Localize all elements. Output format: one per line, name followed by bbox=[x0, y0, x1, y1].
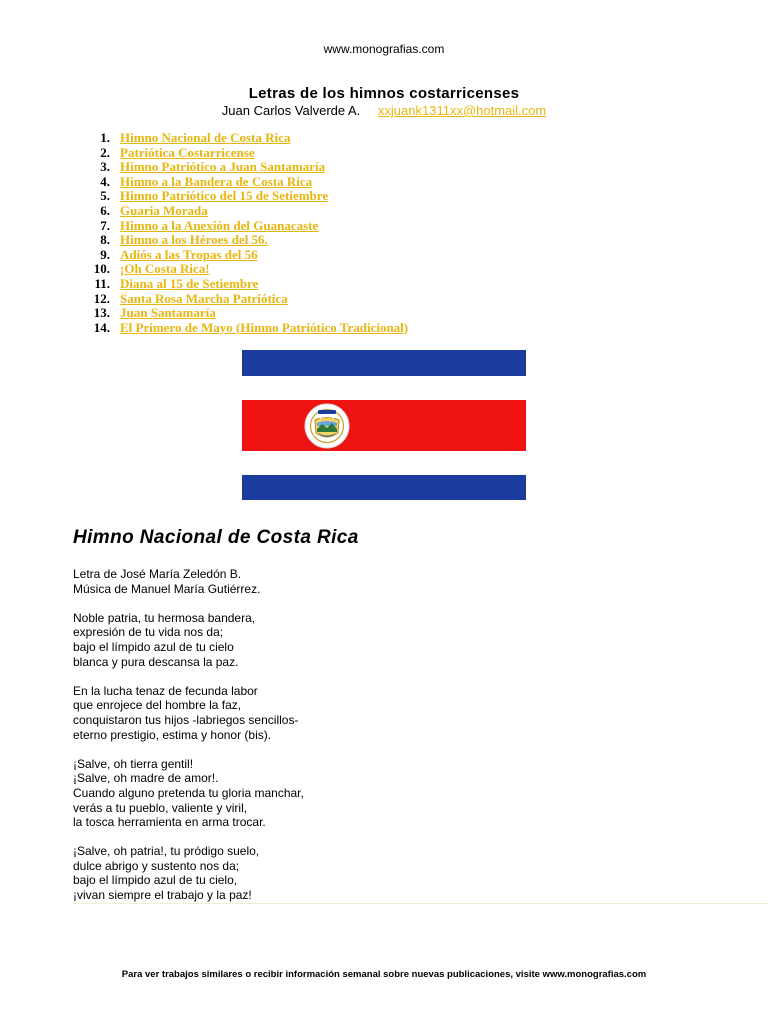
verse-line: que enrojece del hombre la faz, bbox=[73, 698, 242, 713]
author-email-link[interactable]: xxjuank1311xx@hotmail.com bbox=[377, 103, 547, 118]
costa-rica-flag bbox=[242, 350, 526, 501]
toc-number: 13. bbox=[93, 305, 110, 321]
music-credit: Música de Manuel María Gutiérrez. bbox=[73, 581, 261, 596]
toc-item bbox=[0, 248, 768, 263]
toc-link[interactable]: Juan Santamaría bbox=[120, 305, 216, 321]
toc-item bbox=[0, 292, 768, 307]
stanza bbox=[73, 611, 693, 669]
hymn-lyrics bbox=[73, 567, 693, 917]
toc-link[interactable]: Diana al 15 de Setiembre bbox=[120, 275, 259, 291]
toc-item bbox=[0, 146, 768, 161]
toc-link[interactable]: Himno Nacional de Costa Rica bbox=[120, 130, 291, 145]
verse-line: ¡Salve, oh tierra gentil! bbox=[73, 756, 194, 771]
verse-line: ¡Salve, oh madre de amor!. bbox=[73, 771, 219, 786]
stanza bbox=[73, 684, 693, 742]
toc-item bbox=[0, 160, 768, 175]
toc-link[interactable]: Himno Patriótico a Juan Santamaría bbox=[120, 159, 326, 175]
table-of-contents bbox=[0, 131, 768, 335]
document-title: Letras de los himnos costarricenses bbox=[248, 85, 520, 102]
credits bbox=[73, 567, 693, 596]
toc-item bbox=[0, 262, 768, 277]
toc-item bbox=[0, 277, 768, 292]
toc-item bbox=[0, 306, 768, 321]
toc-number: 2. bbox=[100, 144, 110, 160]
verse-line: verás a tu pueblo, valiente y viril, bbox=[73, 800, 248, 815]
toc-number: 10. bbox=[93, 261, 110, 277]
toc-item bbox=[0, 204, 768, 219]
toc-item bbox=[0, 175, 768, 190]
toc-item bbox=[0, 131, 768, 146]
toc-number: 11. bbox=[94, 275, 110, 291]
toc-number: 14. bbox=[93, 319, 110, 335]
toc-number: 3. bbox=[100, 159, 110, 175]
verse-line: Cuando alguno pretenda tu gloria manchar, bbox=[73, 785, 304, 800]
verse-line: bajo el límpido azul de tu cielo bbox=[73, 639, 234, 654]
toc-link[interactable]: El Primero de Mayo (Himno Patriótico Tradicional) bbox=[120, 319, 409, 335]
verse-line: bajo el límpido azul de tu cielo, bbox=[73, 873, 238, 888]
toc-number: 1. bbox=[100, 130, 110, 145]
author-line bbox=[0, 103, 768, 118]
toc-number: 6. bbox=[100, 202, 110, 218]
toc-item bbox=[0, 321, 768, 336]
toc-number: 8. bbox=[100, 232, 110, 248]
toc-number: 5. bbox=[100, 188, 110, 204]
page-header-site: www.monografias.com bbox=[323, 42, 445, 56]
toc-item bbox=[0, 233, 768, 248]
toc-item bbox=[0, 219, 768, 234]
toc-link[interactable]: ¡Oh Costa Rica! bbox=[120, 261, 210, 277]
verse-line: Noble patria, tu hermosa bandera, bbox=[73, 610, 256, 625]
toc-link[interactable]: Himno a los Héroes del 56. bbox=[120, 232, 268, 248]
page-footer: Para ver trabajos similares o recibir información semanal sobre nuevas publicaciones, visite www.monografias.com bbox=[121, 969, 647, 980]
verse-line: blanca y pura descansa la paz. bbox=[73, 654, 239, 669]
flag-blue-stripe-bottom bbox=[242, 475, 526, 500]
verse-line: dulce abrigo y sustento nos da; bbox=[73, 858, 240, 873]
toc-item bbox=[0, 189, 768, 204]
toc-link[interactable]: Himno a la Anexión del Guanacaste bbox=[120, 217, 319, 233]
lyrics-credit: Letra de José María Zeledón B. bbox=[73, 567, 242, 581]
toc-link[interactable]: Himno a la Bandera de Costa Rica bbox=[120, 173, 313, 189]
verse-line: conquistaron tus hijos -labriegos sencillos- bbox=[73, 712, 299, 727]
coat-of-arms-icon bbox=[304, 403, 350, 449]
toc-number: 7. bbox=[100, 217, 110, 233]
verse-line: En la lucha tenaz de fecunda labor bbox=[73, 683, 258, 698]
verse-line: eterno prestigio, estima y honor (bis). bbox=[73, 727, 272, 742]
toc-number: 4. bbox=[100, 173, 110, 189]
toc-link[interactable]: Himno Patriótico del 15 de Setiembre bbox=[120, 188, 329, 204]
toc-link[interactable]: Guaria Morada bbox=[120, 202, 208, 218]
verse-line: ¡Salve, oh patria!, tu pródigo suelo, bbox=[73, 844, 260, 859]
verse-line: expresión de tu vida nos da; bbox=[73, 625, 224, 640]
page-divider bbox=[73, 903, 768, 904]
stanza bbox=[73, 844, 693, 902]
flag-blue-stripe-top bbox=[242, 350, 526, 376]
toc-number: 9. bbox=[100, 246, 110, 262]
verse-line: la tosca herramienta en arma trocar. bbox=[73, 815, 266, 830]
toc-link[interactable]: Santa Rosa Marcha Patriótica bbox=[120, 290, 288, 306]
toc-link[interactable]: Adiós a las Tropas del 56 bbox=[120, 246, 258, 262]
flag-red-stripe bbox=[242, 400, 526, 451]
toc-link[interactable]: Patriótica Costarricense bbox=[120, 144, 255, 160]
section-title: Himno Nacional de Costa Rica bbox=[73, 527, 359, 548]
toc-number: 12. bbox=[93, 290, 110, 306]
verse-line: ¡vivan siempre el trabajo y la paz! bbox=[73, 888, 252, 903]
chorus bbox=[73, 757, 693, 830]
author-name: Juan Carlos Valverde A. bbox=[221, 103, 361, 118]
